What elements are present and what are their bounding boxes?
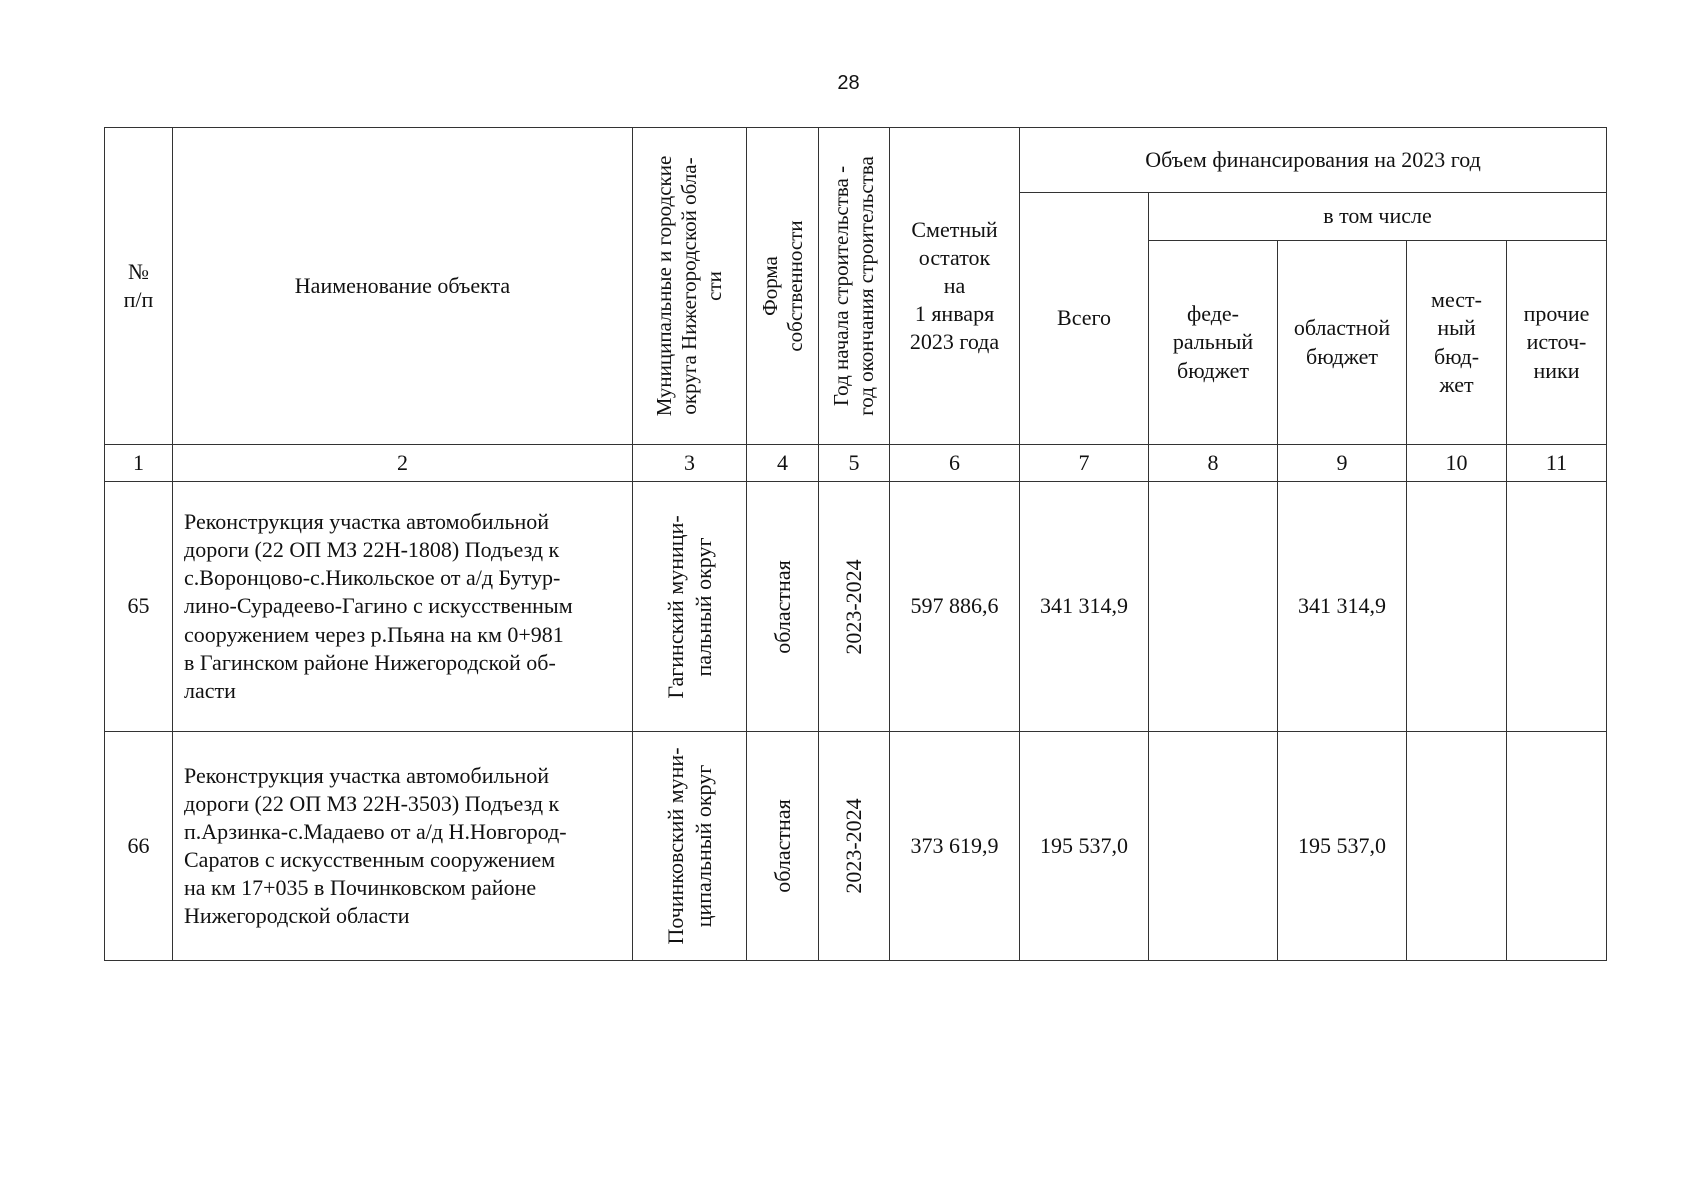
header-ownership-rotated — [757, 220, 807, 351]
row-name-line: дороги (22 ОП МЗ 22Н-3503) Подъезд к — [184, 790, 560, 816]
header-estimate-line1: Сметный — [911, 216, 998, 242]
header-including — [1149, 193, 1607, 241]
row-federal — [1149, 732, 1278, 961]
header-local-line1: мест- — [1431, 287, 1482, 313]
row-years-text: 2023-2024 — [840, 558, 866, 655]
header-name-text: Наименование объекта — [294, 272, 511, 298]
header-num-line1: № — [128, 258, 149, 284]
row-other — [1507, 732, 1607, 961]
row-regional: 341 314,9 — [1278, 482, 1407, 732]
row-years — [819, 482, 890, 732]
row-name-line: сооружением через р.Пьяна на км 0+981 — [184, 621, 564, 647]
row-total: 195 537,0 — [1020, 732, 1149, 961]
header-municipal-rotated — [652, 156, 728, 417]
row-name — [173, 482, 633, 732]
header-other-line1: прочие — [1523, 301, 1590, 327]
row-years — [819, 732, 890, 961]
header-name — [173, 128, 633, 445]
row-local — [1407, 732, 1507, 961]
header-estimate-line4: 1 января — [914, 301, 995, 327]
row-municipal-line2: пальный округ — [690, 537, 716, 677]
header-including-text: в том числе — [1323, 203, 1432, 229]
financing-table — [104, 127, 1607, 961]
row-name-line: п.Арзинка-с.Мадаево от а/д Н.Новгород- — [184, 818, 567, 844]
row-municipal — [633, 482, 747, 732]
header-federal — [1149, 241, 1278, 445]
header-municipal-line3: сти — [702, 271, 727, 301]
header-years-line2: год окончания строительства — [854, 156, 878, 416]
header-regional-line1: областной — [1293, 315, 1391, 341]
column-number: 4 — [747, 445, 819, 482]
header-municipal-line2: округа Нижегородской обла- — [676, 157, 701, 415]
header-ownership-line2: собственности — [782, 220, 807, 352]
row-name-line: Реконструкция участка автомобильной — [184, 508, 550, 534]
row-name-line: на км 17+035 в Починковском районе — [184, 875, 537, 901]
column-numbers-row — [105, 445, 1607, 482]
table-row — [105, 482, 1607, 732]
header-municipal-line1: Муниципальные и городские — [651, 155, 676, 417]
header-regional-line2: бюджет — [1306, 343, 1378, 369]
row-name-line: лино-Сурадеево-Гагино с искусственным — [184, 593, 573, 619]
header-num-line2: п/п — [123, 287, 154, 312]
header-estimate-line2: остаток — [918, 244, 991, 270]
column-number: 10 — [1407, 445, 1507, 482]
header-years-rotated — [829, 156, 879, 416]
row-federal — [1149, 482, 1278, 732]
header-regional — [1278, 241, 1407, 445]
row-name-line: Нижегородской области — [184, 903, 410, 929]
header-federal-line3: бюджет — [1177, 357, 1249, 383]
row-name-line: Саратов с искусственным сооружением — [184, 847, 556, 872]
column-number: 9 — [1278, 445, 1407, 482]
header-years — [819, 128, 890, 445]
header-local-line2: ный — [1437, 315, 1476, 341]
header-estimate-line5: 2023 года — [909, 329, 1000, 355]
header-row-1 — [105, 128, 1607, 193]
row-ownership — [747, 732, 819, 961]
column-number: 5 — [819, 445, 890, 482]
table-row — [105, 732, 1607, 961]
row-municipal-rotated — [661, 747, 717, 944]
page-number: 28 — [837, 72, 860, 94]
header-estimate-line3: на — [943, 272, 966, 298]
row-years-text: 2023-2024 — [840, 798, 866, 894]
row-municipal — [633, 732, 747, 961]
header-other — [1507, 241, 1607, 445]
row-ownership — [747, 482, 819, 732]
row-name-line: дороги (22 ОП МЗ 22Н-1808) Подъезд к — [184, 537, 560, 563]
row-estimate: 597 886,6 — [890, 482, 1020, 732]
column-number: 2 — [173, 445, 633, 482]
row-local — [1407, 482, 1507, 732]
header-ownership — [747, 128, 819, 445]
row-name-line: с.Воронцово-с.Никольское от а/д Бутур- — [184, 565, 561, 591]
header-other-line3: ники — [1533, 357, 1580, 383]
header-financing — [1020, 128, 1607, 193]
header-total-text: Всего — [1057, 305, 1111, 331]
row-total: 341 314,9 — [1020, 482, 1149, 732]
header-local-line4: жет — [1439, 371, 1474, 397]
column-number: 6 — [890, 445, 1020, 482]
header-local-line3: бюд- — [1433, 343, 1480, 369]
row-municipal-line2: ципальный округ — [690, 764, 716, 928]
header-financing-text: Объем финансирования на 2023 год — [1145, 146, 1481, 172]
row-name-line: Реконструкция участка автомобильной — [184, 762, 550, 788]
header-years-line1: Год начала строительства - — [828, 165, 853, 407]
header-federal-line2: ральный — [1172, 329, 1254, 355]
header-num — [105, 128, 173, 445]
header-total — [1020, 193, 1149, 445]
row-num: 66 — [105, 732, 173, 961]
column-number: 3 — [633, 445, 747, 482]
row-ownership-text: областная — [769, 559, 795, 654]
row-ownership-text: областная — [769, 799, 795, 893]
row-name-line: ласти — [184, 677, 236, 703]
header-municipal — [633, 128, 747, 445]
row-municipal-rotated — [661, 515, 717, 698]
row-regional: 195 537,0 — [1278, 732, 1407, 961]
column-number: 8 — [1149, 445, 1278, 482]
row-name — [173, 732, 633, 961]
header-local — [1407, 241, 1507, 445]
header-ownership-line1: Форма — [757, 256, 782, 316]
row-municipal-line1: Гагинский муници- — [662, 514, 688, 699]
row-estimate: 373 619,9 — [890, 732, 1020, 961]
header-estimate — [890, 128, 1020, 445]
row-name-line: в Гагинском районе Нижегородской об- — [184, 649, 556, 675]
header-federal-line1: феде- — [1186, 301, 1239, 327]
column-number: 11 — [1507, 445, 1607, 482]
row-municipal-line1: Починковский муни- — [662, 747, 688, 945]
column-number: 1 — [105, 445, 173, 482]
row-num: 65 — [105, 482, 173, 732]
row-other — [1507, 482, 1607, 732]
header-other-line2: источ- — [1526, 329, 1587, 355]
column-number: 7 — [1020, 445, 1149, 482]
